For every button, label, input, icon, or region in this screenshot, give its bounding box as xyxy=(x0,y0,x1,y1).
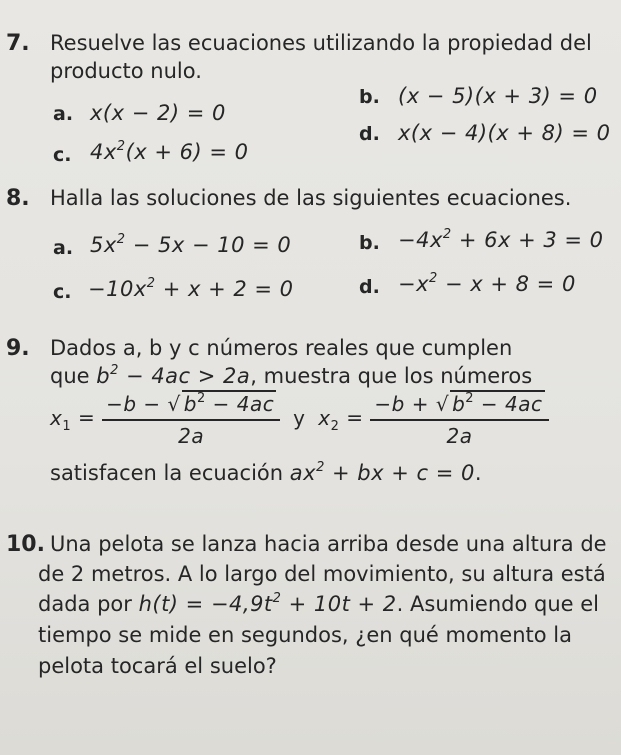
x1-label: $x_1$ xyxy=(50,405,72,434)
problem-10-line2: de 2 metros. A lo largo del movimiento, su altura está xyxy=(38,562,606,586)
problem-9-line1: Dados a, b y c números reales que cumplen xyxy=(50,336,513,360)
problem-7c-label: c. xyxy=(53,144,72,166)
problem-8-text: Halla las soluciones de las siguientes ecuaciones. xyxy=(50,186,572,210)
problem-8d-label: d. xyxy=(359,276,380,298)
problem-8b-label: b. xyxy=(359,232,380,254)
problem-7a-label: a. xyxy=(53,103,74,125)
problem-7d-equation: x(x − 4)(x + 8) = 0 xyxy=(398,121,611,145)
problem-7-text-line2: producto nulo. xyxy=(50,59,202,83)
problem-10-number: 10. xyxy=(6,532,45,557)
problem-7a-equation: x(x − 2) = 0 xyxy=(90,101,226,125)
problem-10-line4: tiempo se mide en segundos, ¿en qué momento la xyxy=(38,623,572,647)
problem-7d-label: d. xyxy=(359,123,380,145)
problem-8b-equation: $-4x^2 + 6x + 3 = 0$ xyxy=(398,227,604,252)
x2-label: $x_2$ xyxy=(318,405,340,434)
fraction-x2: $\frac{-b + √ b^2 - 4ac}{2a}$ xyxy=(370,390,548,448)
problem-7b-label: b. xyxy=(359,86,380,108)
problem-10-line5: pelota tocará el suelo? xyxy=(38,654,277,678)
problem-8d-equation: $-x^2 - x + 8 = 0$ xyxy=(398,271,576,296)
problem-8a-label: a. xyxy=(53,237,74,259)
problem-9-formulas: $x_1$ = $\frac{-b - √ b^2 - 4ac}{2a}$ y $x_2$ = $\frac{-b + √ b^2 - 4ac}{2a}$ xyxy=(50,390,549,448)
problem-9-line4: satisfacen la ecuación $ax^2$ + bx + c = 0. xyxy=(50,460,482,485)
problem-7c-equation: $4x^2(x + 6) = 0$ xyxy=(90,139,249,164)
problem-8c-equation: $-10x^2 + x + 2 = 0$ xyxy=(88,276,294,301)
problem-8-number: 8. xyxy=(6,186,30,211)
problem-9-number: 9. xyxy=(6,336,30,361)
problem-8a-equation: $5x^2 - 5x - 10 = 0$ xyxy=(90,232,292,257)
problem-7-text-line1: Resuelve las ecuaciones utilizando la propiedad del xyxy=(50,31,592,55)
problem-9-line2: que $b^2 - 4ac > 2a$, muestra que los números xyxy=(50,363,533,388)
problem-8c-label: c. xyxy=(53,281,72,303)
problem-10-line1: Una pelota se lanza hacia arriba desde una altura de xyxy=(50,532,607,556)
problem-7b-equation: (x − 5)(x + 3) = 0 xyxy=(398,84,598,108)
problem-10-line3: dada por $h(t) = -4,9t^2 + 10t + 2$. Asumiendo que el xyxy=(38,591,600,616)
problem-7-number: 7. xyxy=(6,31,30,56)
fraction-x1: $\frac{-b - √ b^2 - 4ac}{2a}$ xyxy=(102,390,280,448)
